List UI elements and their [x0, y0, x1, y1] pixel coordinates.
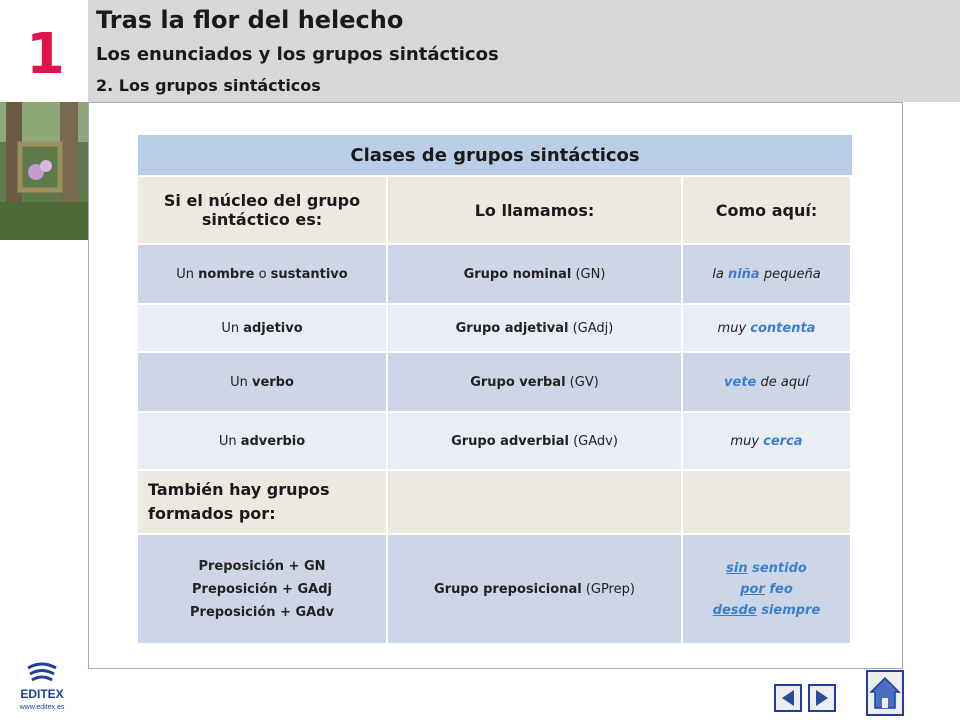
home-button[interactable] — [866, 670, 904, 716]
table-row — [138, 413, 852, 469]
column-header-nucleus: Si el núcleo del grupo sintáctico es: — [138, 177, 388, 243]
nucleus-cell: Un adjetivo — [138, 305, 388, 351]
group-cell: Grupo nominal (GN) — [388, 245, 683, 303]
unit-number: 1 — [26, 22, 65, 87]
page-title: Tras la flor del helecho — [96, 6, 404, 34]
group-cell: Grupo adverbial (GAdv) — [388, 413, 683, 469]
example-cell: muy cerca — [683, 413, 852, 469]
page-subtitle: Los enunciados y los grupos sintácticos — [96, 44, 499, 65]
section-title: 2. Los grupos sintácticos — [96, 76, 321, 95]
table-row — [138, 471, 852, 533]
syntactic-groups-table — [138, 133, 852, 645]
svg-text:EDITEX: EDITEX — [20, 687, 64, 701]
example-cell: la niña pequeña — [683, 245, 852, 303]
nucleus-cell: Un adverbio — [138, 413, 388, 469]
table-row — [138, 353, 852, 411]
table-row — [138, 245, 852, 303]
svg-text:www.editex.es: www.editex.es — [19, 704, 65, 711]
prep-composition-cell: Preposición + GN Preposición + GAdj Preposición + GAdv — [138, 535, 388, 643]
triangle-right-icon — [810, 686, 834, 710]
example-cell: vete de aquí — [683, 353, 852, 411]
nucleus-cell: Un nombre o sustantivo — [138, 245, 388, 303]
previous-button[interactable] — [774, 684, 802, 712]
home-icon — [868, 672, 902, 714]
column-header-name: Lo llamamos: — [388, 177, 683, 243]
table-row — [138, 305, 852, 351]
editex-logo — [14, 662, 70, 712]
group-cell: Grupo preposicional (GPrep) — [388, 535, 683, 643]
nucleus-cell: Un verbo — [138, 353, 388, 411]
example-cell: muy contenta — [683, 305, 852, 351]
forest-photo — [0, 102, 88, 240]
table-title: Clases de grupos sintácticos — [350, 144, 640, 166]
triangle-left-icon — [776, 686, 800, 710]
extra-groups-label: También hay grupos formados por: — [138, 471, 388, 533]
next-button[interactable] — [808, 684, 836, 712]
empty-cell — [388, 471, 683, 533]
example-cell: sin sentido por feo desde siempre — [683, 535, 852, 643]
group-cell: Grupo verbal (GV) — [388, 353, 683, 411]
column-header-example: Como aquí: — [683, 177, 852, 243]
empty-cell — [683, 471, 852, 533]
group-cell: Grupo adjetival (GAdj) — [388, 305, 683, 351]
table-row — [138, 535, 852, 643]
